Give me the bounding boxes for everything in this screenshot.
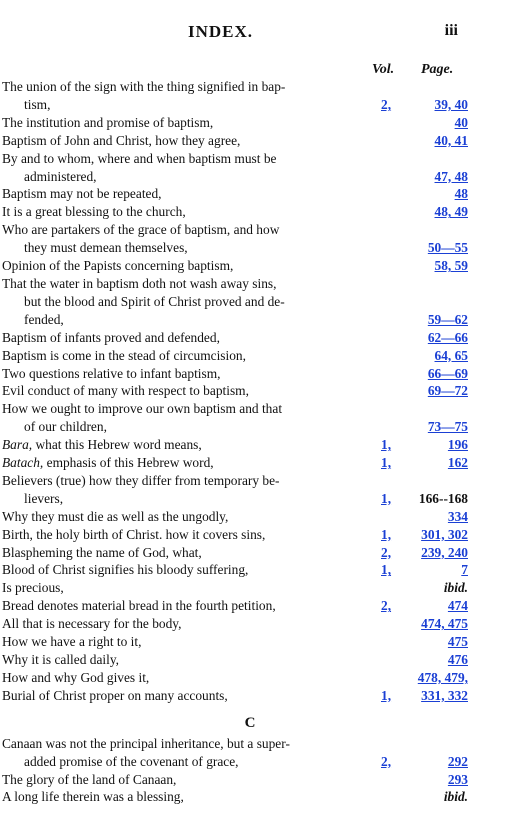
page-reference[interactable]: 293 [447,771,468,787]
entry-line [2,651,374,669]
page-reference[interactable]: 58, 59 [434,258,468,274]
entry-line [2,579,374,597]
entry-line [2,96,374,114]
entry-line-text: fended, [24,311,64,327]
index-entry [0,771,520,789]
entry-text [0,788,374,806]
entry-line [2,365,374,383]
entry-line [2,771,374,789]
entry-text [0,132,374,150]
entry-text [0,257,374,275]
page-reference[interactable]: 476 [447,652,468,667]
entry-line [2,687,374,705]
entry-line [2,544,374,562]
entry-line-text: Two questions relative to infant baptism, [2,365,221,381]
entry-text [0,561,374,579]
entry-line [2,78,374,96]
index-entry [0,472,520,508]
page-reference[interactable]: 69—72 [427,383,468,399]
entry-line [2,114,374,132]
index-entry [0,275,520,329]
entry-line-text: Believers (true) how they differ from temporary be- [2,472,280,488]
volume-link[interactable]: 1, [381,562,392,578]
entry-line [2,185,374,203]
page-header [0,22,520,44]
index-entry [0,526,520,544]
entry-line-text: Bread denotes material bread in the fourth petition, [2,598,276,614]
entry-text [0,150,374,186]
entry-line-text: but the blood and Spirit of Christ proved and de- [24,293,285,309]
entry-text [0,615,374,633]
entry-text [0,508,374,526]
entry-line-text: administered, [24,168,97,184]
page-reference[interactable]: 66—69 [427,365,468,381]
entry-line [2,753,374,771]
entry-line-text: Baptism may not be repeated, [2,186,162,202]
entry-line [2,633,374,651]
entry-text [0,651,374,669]
entry-text [0,597,374,615]
entry-line-text: Opinion of the Papists concerning baptism, [2,258,234,274]
entry-line [2,418,374,436]
entry-line [2,329,374,347]
index-entry [0,508,520,526]
index-entry [0,347,520,365]
volume-link[interactable]: 2, [381,598,392,614]
entry-line-text: of our children, [24,419,107,435]
entry-line-text: Blaspheming the name of God, what, [2,544,202,560]
page-reference[interactable]: 62—66 [427,329,468,345]
entry-text [0,203,374,221]
entry-line-text: How we have a right to it, [2,634,142,650]
index-entry [0,615,520,633]
entry-italic-term: Bara, [2,437,33,453]
index-entry [0,788,520,806]
page-reference[interactable]: 331, 332 [421,687,468,703]
page-reference[interactable]: 48 [454,186,468,202]
entry-line-text: tism, [24,96,51,112]
index-entry [0,454,520,472]
entry-line [2,490,374,508]
page-reference[interactable]: 39, 40 [434,96,468,112]
entry-text [0,454,374,472]
volume-link[interactable]: 2, [381,544,392,560]
index-entry [0,735,520,771]
page-reference[interactable]: 292 [447,753,468,769]
volume-link[interactable]: 2, [381,753,392,769]
page-reference[interactable]: 50—55 [427,240,468,256]
entry-line-text: Is precious, [2,580,64,596]
page-reference[interactable]: 73—75 [427,419,468,435]
entry-text [0,687,374,705]
entry-line [2,615,374,633]
entry-text [0,472,374,508]
entry-text [0,275,374,329]
entry-line [2,311,374,329]
page-reference: ibid. [443,789,468,805]
entry-line [2,275,374,293]
page-title: INDEX. [188,22,254,41]
index-entry [0,400,520,436]
index-entry [0,436,520,454]
entry-text [0,185,374,203]
page-reference[interactable]: 196 [447,437,468,453]
index-entry [0,257,520,275]
entry-line [2,132,374,150]
index-entry [0,633,520,651]
entry-line [2,669,374,687]
page-number: iii [444,22,458,39]
entry-line [2,203,374,221]
page-reference[interactable]: 47, 48 [434,168,468,184]
entry-line [2,735,374,753]
entry-line [2,597,374,615]
entry-line [2,526,374,544]
entry-line-text: Birth, the holy birth of Christ. how it covers sins, [2,526,266,542]
volume-link[interactable]: 1, [381,437,392,453]
volume-link[interactable]: 1, [381,526,392,542]
entry-text [0,771,374,789]
entry-text [0,544,374,562]
entry-line-text: what this Hebrew word means, [32,437,202,453]
entry-text [0,382,374,400]
entry-line-text: Baptism of John and Christ, how they agree, [2,132,241,148]
entry-line [2,293,374,311]
entry-text [0,633,374,651]
entry-line [2,436,374,454]
entry-line [2,561,374,579]
entry-line-text: they must demean themselves, [24,240,188,256]
index-entry [0,382,520,400]
page-reference[interactable]: 474 [447,598,468,614]
entry-line-text: Blood of Christ signifies his bloody suffering, [2,562,249,578]
entry-text [0,365,374,383]
index-entry [0,203,520,221]
entry-text [0,400,374,436]
entry-line-text: Who are partakers of the grace of baptism, and how [2,222,280,238]
page-reference: 166--168 [418,490,468,506]
entry-line-text: How we ought to improve our own baptism and that [2,401,283,417]
index-entry [0,579,520,597]
entry-line-text: That the water in baptism doth not wash away sins, [2,275,277,291]
entry-line-text: All that is necessary for the body, [2,616,182,632]
index-entry [0,669,520,687]
entry-line-text: Why it is called daily, [2,652,120,667]
entry-line [2,508,374,526]
entry-italic-term: Batach, [2,455,44,471]
entry-line [2,382,374,400]
entry-line [2,454,374,472]
page-reference[interactable]: 162 [447,455,468,471]
index-entry [0,544,520,562]
entry-line [2,788,374,806]
entry-text [0,221,374,257]
entry-text [0,78,374,114]
entry-line-text: emphasis of this Hebrew word, [43,455,214,471]
index-entry [0,329,520,347]
page-reference[interactable]: 301, 302 [421,526,468,542]
page-reference[interactable]: 474, 475 [421,616,468,632]
index-entry [0,114,520,132]
entry-text [0,735,374,771]
column-header-vol: Vol. [372,62,395,77]
entry-text [0,347,374,365]
entry-line [2,257,374,275]
volume-link[interactable]: 2, [381,96,392,112]
index-entry [0,150,520,186]
entry-line-text: Canaan was not the principal inheritance, but a super- [2,735,290,751]
entry-line-text: How and why God gives it, [2,669,150,685]
page-reference[interactable]: 64, 65 [434,347,468,363]
entry-line-text: The institution and promise of baptism, [2,114,214,130]
column-header-page: Page. [421,62,454,77]
page-reference[interactable]: 334 [447,508,468,524]
entry-line-text: Baptism is come in the stead of circumcision, [2,347,246,363]
entry-text [0,579,374,597]
page-reference[interactable]: 475 [447,634,468,650]
entry-line [2,150,374,168]
entry-text [0,669,374,687]
entry-line-text: The union of the sign with the thing signified in bap- [2,79,286,94]
entry-line-text: By and to whom, where and when baptism must be [2,150,277,166]
entry-line-text: A long life therein was a blessing, [2,789,184,805]
index-entry [0,561,520,579]
page-reference[interactable]: 7 [461,562,468,578]
entry-line [2,239,374,257]
entry-text [0,329,374,347]
entry-line-text: Burial of Christ proper on many accounts, [2,687,228,703]
entry-line [2,347,374,365]
page-reference: ibid. [443,580,468,596]
entry-line [2,168,374,186]
page-reference[interactable]: 59—62 [427,311,468,327]
volume-link[interactable]: 1, [381,455,392,471]
entry-line-text: Why they must die as well as the ungodly, [2,508,229,524]
page-reference[interactable]: 40 [454,114,468,130]
index-entry [0,185,520,203]
index-entry [0,365,520,383]
volume-link[interactable]: 1, [381,490,392,506]
page-reference[interactable]: 40, 41 [434,132,468,148]
index-entries [0,78,520,806]
index-entry [0,78,520,114]
entry-line [2,400,374,418]
index-entry [0,687,520,705]
entry-line-text: added promise of the covenant of grace, [24,753,239,769]
entry-text [0,526,374,544]
entry-line-text: It is a great blessing to the church, [2,204,186,220]
entry-text [0,436,374,454]
page-reference[interactable]: 478, 479, [417,669,468,685]
entry-line-text: Evil conduct of many with respect to baptism, [2,383,249,399]
page-reference[interactable]: 239, 240 [421,544,468,560]
entry-text [0,114,374,132]
volume-link[interactable]: 1, [381,687,392,703]
index-entry [0,132,520,150]
entry-line-text: Baptism of infants proved and defended, [2,329,220,345]
index-entry [0,221,520,257]
entry-line [2,221,374,239]
section-heading: C [244,714,256,731]
entry-line [2,472,374,490]
entry-line-text: The glory of the land of Canaan, [2,771,177,787]
index-entry [0,597,520,615]
page-reference[interactable]: 48, 49 [434,204,468,220]
index-entry [0,651,520,669]
entry-line-text: lievers, [24,490,64,506]
